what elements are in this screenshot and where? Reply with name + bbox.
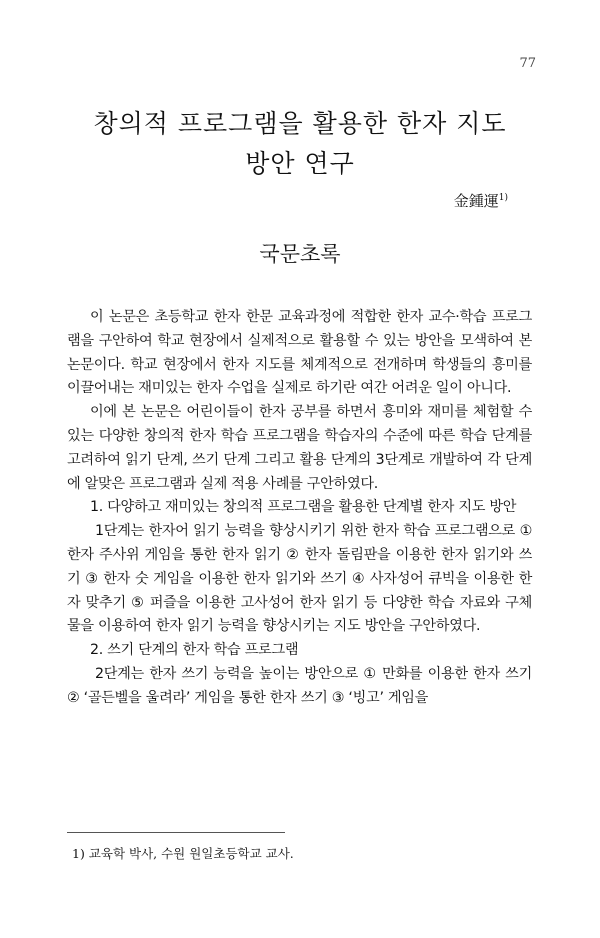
title-line-1: 창의적 프로그램을 활용한 한자 지도 (93, 109, 507, 138)
paper-title (0, 104, 600, 184)
page-number: 77 (519, 56, 536, 71)
paragraph-2: 이에 본 논문은 어린이들이 한자 공부를 하면서 흥미와 재미를 체험할 수 있는 다양한 창의적 한자 학습 프로그램을 학습자의 수준에 따른 학습 단계를 고려하여 읽기 단계, 쓰기 단계 그리고 활용 단계의 3단계로 개발하여 각 단계에 알맞은 프로그램과 실제 적용 사례를 구안하였다. (67, 404, 532, 492)
section-heading-1: 1. 다양하고 재미있는 창의적 프로그램을 활용한 단계별 한자 지도 방안 (90, 499, 517, 516)
paragraph-4: 2단계는 한자 쓰기 능력을 높이는 방안으로 ① 만화를 이용한 한자 쓰기 ② ‘골든벨을 울려라’ 게임을 통한 한자 쓰기 ③ ‘빙고’ 게임을 (67, 665, 532, 706)
author-name (454, 190, 508, 211)
footnote-divider (67, 832, 285, 833)
section-heading-2: 2. 쓰기 단계의 한자 학습 프로그램 (90, 642, 299, 659)
abstract-heading: 국문초록 (259, 242, 341, 266)
author-text: 金鍾運 (453, 192, 499, 210)
author-footnote-mark: 1) (498, 193, 508, 203)
abstract-body (67, 306, 532, 711)
paragraph-1: 이 논문은 초등학교 한자 한문 교육과정에 적합한 한자 교수·학습 프로그램을 구안하여 학교 현장에서 실제적으로 활용할 수 있는 방안을 모색하여 본 논문이다. 학교 현장에서 한자 지도를 체계적으로 전개하며 학생들의 흥미를 이끌어내는 재미있는 한자 수업을 실제로 하기란 여간 어려운 일이 아니다. (67, 309, 532, 397)
title-line-2: 방안 연구 (245, 149, 355, 178)
paragraph-3: 1단계는 한자어 읽기 능력을 향상시키기 위한 한자 학습 프로그램으로 ① 한자 주사위 게임을 통한 한자 읽기 ② 한자 돌림판을 이용한 한자 읽기와 쓰기 ③ 한자 숫 게임을 이용한 한자 읽기와 쓰기 ④ 사자성어 큐빅을 이용한 한자 맞추기 ⑤ 퍼즐을 이용한 고사성어 한자 읽기 등 다양한 학습 자료와 구체물을 이용하여 한자 읽기 능력을 향상시키는 지도 방안을 구안하였다. (67, 523, 532, 635)
footnote: 1) 교육학 박사, 수원 원일초등학교 교사. (72, 846, 294, 861)
